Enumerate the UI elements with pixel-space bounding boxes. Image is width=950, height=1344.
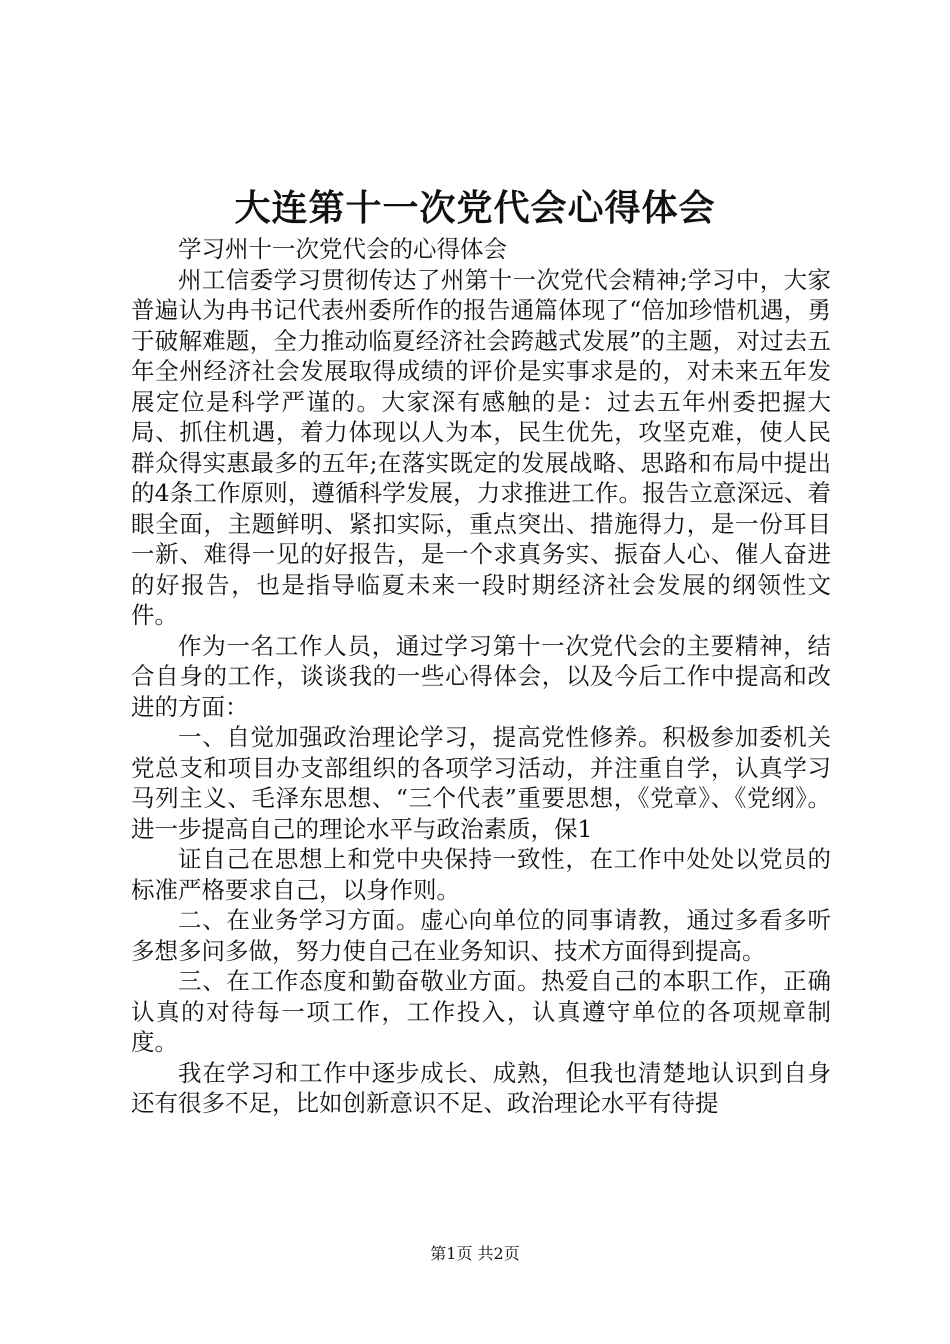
body-paragraph: 我在学习和工作中逐步成长、成熟，但我也清楚地认识到自身还有很多不足，比如创新意识不足、政治理论水平有待提	[131, 1058, 831, 1117]
subtitle-paragraph: 学习州十一次党代会的心得体会	[178, 235, 507, 263]
body-paragraph: 三、在工作态度和勤奋敬业方面。热爱自己的本职工作，正确认真的对待每一项工作，工作投入，认真遵守单位的各项规章制度。	[131, 967, 831, 1056]
document-body	[131, 234, 831, 1119]
page-footer: 第1页 共2页	[430, 1244, 520, 1263]
body-paragraph: 作为一名工作人员，通过学习第十一次党代会的主要精神，结合自身的工作，谈谈我的一些心得体会，以及今后工作中提高和改进的方面：	[131, 631, 831, 721]
body-paragraph: 州工信委学习贯彻传达了州第十一次党代会精神;学习中，大家普遍认为冉书记代表州委所作的报告通篇体现了“倍加珍惜机遇，勇于破解难题，全力推动临夏经济社会跨越式发展”的主题，对过去五年全州经济社会发展取得成绩的评价是实事求是的，对未来五年发展定位是科学严谨的。大家深有感触的是：过去五年州委把握大局、抓住机遇，着力体现以人为本，民生优先，攻坚克难，使人民群众得实惠最多的五年;在落实既定的发展战略、思路和布局中提出的4条工作原则，遵循科学发展，力求推进工作。报告立意深远、着眼全面，主题鲜明、紧扣实际，重点突出、措施得力，是一份耳目一新、难得一见的好报告，是一个求真务实、振奋人心、催人奋进的好报告，也是指导临夏未来一段时期经济社会发展的纲领性文件。	[131, 265, 831, 629]
document-title: 大连第十一次党代会心得体会	[234, 187, 716, 229]
body-paragraph: 二、在业务学习方面。虚心向单位的同事请教，通过多看多听多想多问多做，努力使自己在业务知识、技术方面得到提高。	[131, 906, 831, 965]
body-paragraph: 一、自觉加强政治理论学习，提高党性修养。积极参加委机关党总支和项目办支部组织的各项学习活动，并注重自学，认真学习马列主义、毛泽东思想、“三个代表”重要思想，《党章》、《党纲》。进一步提高自己的理论水平与政治素质，保1	[131, 723, 831, 843]
body-paragraph: 证自己在思想上和党中央保持一致性，在工作中处处以党员的标准严格要求自己，以身作则。	[131, 845, 831, 904]
